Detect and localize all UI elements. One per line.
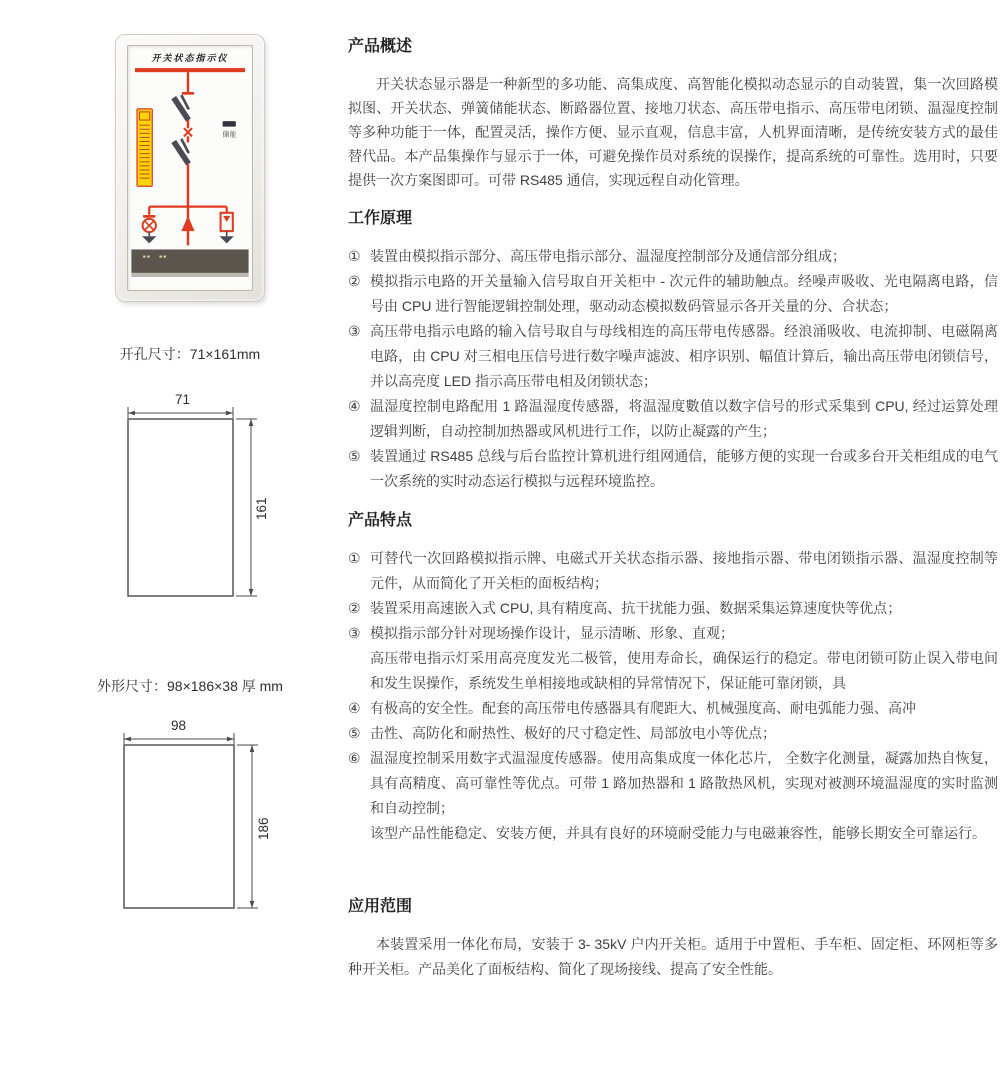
arrow-icon xyxy=(181,207,194,246)
features-list xyxy=(348,546,998,846)
principle-list-item xyxy=(348,319,998,394)
features-list-item xyxy=(348,696,998,721)
content-column xyxy=(348,0,998,982)
outline-width-label: 98 xyxy=(171,718,187,733)
features-list-item xyxy=(348,746,998,821)
principle-heading: 工作原理 xyxy=(348,210,413,227)
features-list-item xyxy=(348,621,998,646)
overview-paragraph: 开关状态显示器是一种新型的多功能、高集成度、高智能化模拟动态显示的自动装置，集一次回路模拟图、开关状态、弹簧储能状态、断路器位置、接地刀状态、高压带电指示、高压带电闭锁、温湿度控制等多种功能于一体，配置灵活，操作方便、显示直观，信息丰富，人机界面清晰，是传统安装方式的最佳替代品。本产品集操作与显示于一体，可避免操作员对系统的误操作，提高系统的可靠性。选用时，只要提供一次方案图即可。可带 RS485 通信，实现远程自动化管理。 xyxy=(348,76,998,188)
overview-heading: 产品概述 xyxy=(348,38,413,55)
disconnector-blade-icon xyxy=(174,95,189,120)
features-list-item xyxy=(348,721,998,746)
cutout-height-label: 161 xyxy=(254,497,269,520)
features-list-item xyxy=(348,596,998,621)
item-marker: ④ xyxy=(348,398,361,414)
principle-list-item xyxy=(348,444,998,494)
principle-list xyxy=(348,244,998,494)
outline-drawing xyxy=(112,710,282,925)
item-marker: ① xyxy=(348,550,361,566)
principle-list-item xyxy=(348,394,998,444)
warning-label xyxy=(137,109,152,186)
principle-list-item xyxy=(348,244,998,269)
fuse-icon xyxy=(221,207,233,231)
item-text: 击性、高防化和耐热性、极好的尺寸稳定性、局部放电小等优点； xyxy=(370,725,776,741)
item-text: 模拟指示部分针对现场操作设计，显示清晰、形象、直观； xyxy=(370,625,734,641)
lamp-icon xyxy=(143,207,156,232)
outline-height-label: 186 xyxy=(256,817,271,840)
item-marker: ⑤ xyxy=(348,725,361,741)
device-title: 开关状态指示仪 xyxy=(151,53,229,63)
busbar-line xyxy=(135,68,245,72)
features-list-item xyxy=(348,821,998,846)
mimic-diagram xyxy=(128,64,252,278)
principle-list-item xyxy=(348,269,998,319)
item-marker: ⑥ xyxy=(348,750,361,766)
device-bezel xyxy=(115,34,265,302)
item-marker: ① xyxy=(348,248,361,264)
energy-storage-label: 储能 xyxy=(222,131,237,139)
item-text: 该型产品性能稳定、安装方便，并具有良好的环境耐受能力与电磁兼容性，能够长期安全可靠运行。 xyxy=(370,825,986,841)
energy-storage-window xyxy=(223,121,236,127)
cutout-caption: 开孔尺寸：71×161mm xyxy=(119,346,261,362)
features-heading: 产品特点 xyxy=(348,512,413,529)
outline-caption: 外形尺寸：98×186×38 厚 mm xyxy=(97,678,283,694)
cutout-drawing xyxy=(115,386,275,616)
item-text: 温湿度控制电路配用 1 路温湿度传感器，将温湿度數值以数字信号的形式采集到 CPU, 经过运算处理逻辑判断，自动控制加热器或风机进行工作，以防止凝露的产生； xyxy=(370,398,998,439)
ground-icon xyxy=(142,232,156,243)
disconnector-blade-icon xyxy=(174,139,189,164)
item-marker: ③ xyxy=(348,323,361,339)
item-text: 高压带电指示灯采用高亮度发光二极管，使用寿命长，确保运行的稳定。带电闭锁可防止误入带电间和发生误操作，系统发生单相接地或缺相的异常情况下，保证能可靠闭锁，具 xyxy=(370,650,998,691)
features-list-item xyxy=(348,646,998,696)
item-text: 模拟指示电路的开关量输入信号取自开关柜中 - 次元件的辅助触点。经噪声吸收、光电隔离电路，信号由 CPU 进行智能逻辑控制处理，驱动动态模拟数码管显示各开关量的分、合状态； xyxy=(370,273,998,314)
item-text: 温湿度控制采用数字式温湿度传感器。使用高集成度一体化芯片， 全数字化测量，凝露加热自恢复，具有高精度、高可靠性等优点。可带 1 路加热器和 1 路散热风机，实现对被测环境温湿度的实时监测和自动控制； xyxy=(370,750,998,816)
item-text: 有极高的安全性。配套的高压带电传感器具有爬距大、机械强度高、耐电弧能力强、高冲 xyxy=(370,700,916,716)
item-marker: ② xyxy=(348,600,361,616)
features-list-item xyxy=(348,546,998,596)
item-marker: ② xyxy=(348,273,361,289)
item-text: 可替代一次回路模拟指示牌、电磁式开关状态指示器、接地指示器、带电闭锁指示器、温湿度控制等元件，从而简化了开关柜的面板结构； xyxy=(370,550,998,591)
item-text: 高压带电指示电路的输入信号取自与母线相连的高压带电传感器。经浪涌吸收、电流抑制、电磁隔离电路，由 CPU 对三相电压信号进行数字噪声滤波、相序识别、幅值计算后，输出高压带电闭锁信号，并以高亮度 LED 指示高压带电相及闭锁状态； xyxy=(370,323,998,389)
ground-icon xyxy=(220,231,234,243)
item-text: 装置通过 RS485 总线与后台监控计算机进行组网通信，能够方便的实现一台或多台开关柜组成的电气一次系统的实时动态运行模拟与远程环境监控。 xyxy=(370,448,998,489)
application-heading: 应用范围 xyxy=(348,898,413,915)
item-marker: ③ xyxy=(348,625,361,641)
item-text: 装置由模拟指示部分、高压带电指示部分、温湿度控制部分及通信部分组成； xyxy=(370,248,846,264)
breaker-x-icon xyxy=(184,128,192,136)
device-bottom-panel xyxy=(131,249,248,277)
item-marker: ④ xyxy=(348,700,361,716)
device-photo xyxy=(115,34,265,302)
cutout-width-label: 71 xyxy=(175,392,191,407)
application-paragraph: 本装置采用一体化布局，安装于 3- 35kV 户内开关柜。适用于中置柜、手车柜、固定柜、环网柜等多种开关柜。产品美化了面板结构、简化了现场接线、提高了安全性能。 xyxy=(348,936,998,977)
item-text: 装置采用高速嵌入式 CPU, 具有精度高、抗干扰能力强、数据采集运算速度快等优点； xyxy=(370,600,902,616)
item-marker: ⑤ xyxy=(348,448,361,464)
device-front-panel xyxy=(127,45,253,291)
contact-bar xyxy=(182,92,194,95)
